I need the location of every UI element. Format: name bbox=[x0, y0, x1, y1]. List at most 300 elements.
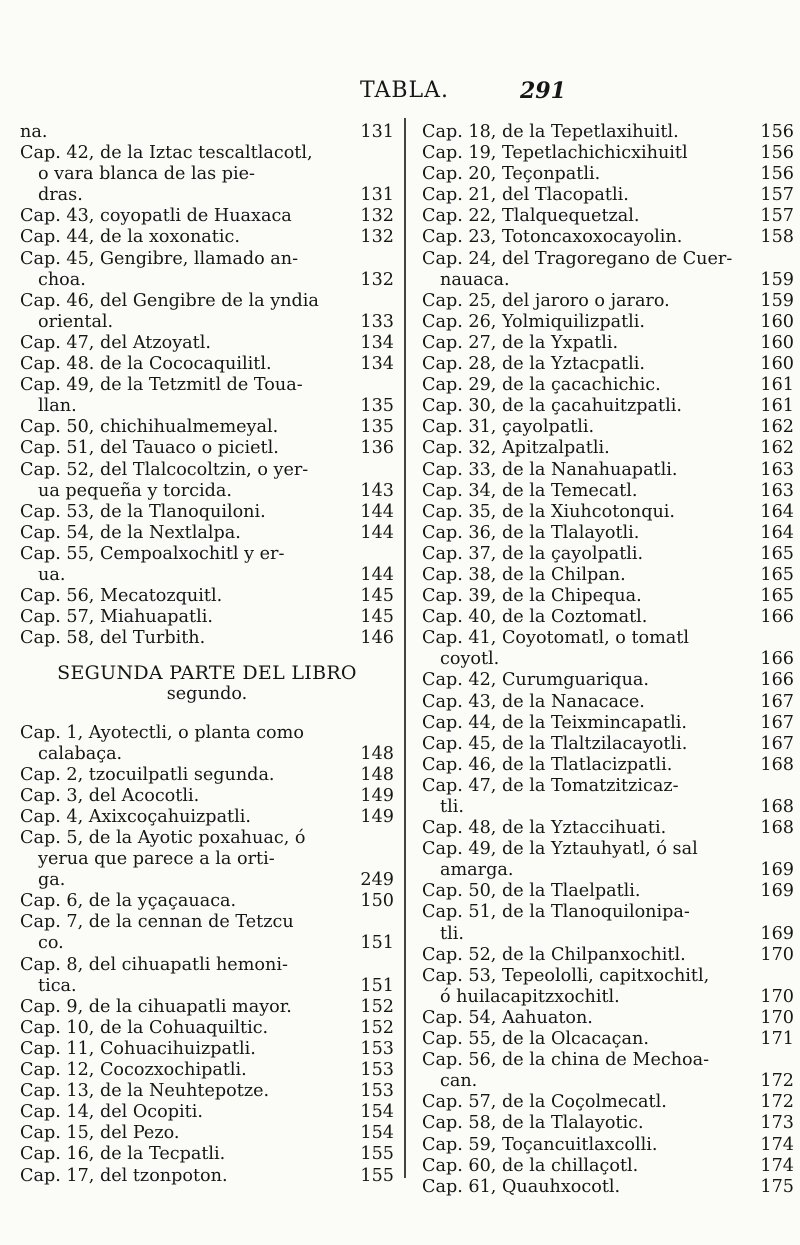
entry-page-number: 149 bbox=[360, 785, 394, 806]
entry-text: Cap. 47, de la Tomatzitzicaz- bbox=[422, 775, 679, 796]
entry-page-number: 165 bbox=[760, 586, 794, 607]
entry-text: dras. bbox=[38, 185, 83, 206]
entry-line bbox=[422, 1156, 794, 1177]
entry-text: coyotl. bbox=[440, 649, 500, 670]
entry-page-number: 161 bbox=[760, 396, 794, 417]
entry-line bbox=[422, 227, 794, 248]
entry-text: Cap. 1, Ayotectli, o planta como bbox=[20, 722, 304, 743]
entry-line bbox=[422, 670, 794, 691]
entry-page-number: 166 bbox=[760, 607, 794, 628]
entry-text: Cap. 46, de la Tlatlacizpatli. bbox=[422, 754, 673, 775]
entry-line bbox=[422, 354, 794, 375]
index-entry bbox=[422, 164, 794, 185]
entry-text: Cap. 23, Totoncaxoxocayolin. bbox=[422, 227, 683, 248]
entry-line bbox=[422, 924, 794, 945]
entry-line bbox=[422, 481, 794, 502]
entry-text: calabaça. bbox=[38, 743, 123, 764]
entry-text: Cap. 2, tzocuilpatli segunda. bbox=[20, 764, 275, 785]
index-entry bbox=[422, 1135, 794, 1156]
index-entry bbox=[422, 945, 794, 966]
entry-text: Cap. 8, del cihuapatli hemoni- bbox=[20, 954, 288, 975]
entry-text: na. bbox=[20, 122, 48, 142]
entry-line bbox=[20, 1018, 394, 1039]
index-entry bbox=[20, 586, 394, 607]
entry-text: Cap. 55, de la Olcacaçan. bbox=[422, 1029, 649, 1050]
entry-page-number: 160 bbox=[760, 311, 794, 332]
entry-page-number: 165 bbox=[760, 543, 794, 564]
entry-line bbox=[422, 122, 794, 143]
entry-text: Cap. 34, de la Temecatl. bbox=[422, 480, 638, 501]
entry-page-number: 153 bbox=[360, 1060, 394, 1081]
entry-line bbox=[422, 818, 794, 839]
entry-page-number: 151 bbox=[360, 975, 394, 996]
index-entry bbox=[422, 966, 794, 1008]
entry-line bbox=[20, 354, 394, 375]
entry-line bbox=[422, 649, 794, 670]
entry-line bbox=[422, 881, 794, 902]
entry-page-number: 131 bbox=[360, 122, 394, 142]
entry-text: Cap. 25, del jaroro o jararo. bbox=[422, 290, 670, 311]
entry-text: Cap. 45, Gengibre, llamado an- bbox=[20, 248, 299, 269]
entry-text: tli. bbox=[440, 923, 464, 944]
entry-line bbox=[422, 565, 794, 586]
column-divider bbox=[404, 118, 406, 1178]
entry-text: Cap. 54, Aahuaton. bbox=[422, 1007, 593, 1028]
index-list-right bbox=[422, 122, 794, 1198]
entry-text: ó huilacapitzxochitl. bbox=[440, 986, 620, 1007]
entry-line bbox=[422, 1050, 794, 1071]
index-entry bbox=[422, 227, 794, 248]
index-entry bbox=[422, 818, 794, 839]
index-entry bbox=[20, 143, 394, 206]
entry-line bbox=[422, 143, 794, 164]
entry-line bbox=[422, 734, 794, 755]
index-entry bbox=[20, 1039, 394, 1060]
right-column bbox=[422, 122, 794, 1198]
entry-line bbox=[422, 1113, 794, 1134]
entry-line bbox=[422, 755, 794, 776]
index-entry bbox=[20, 354, 394, 375]
entry-page-number: 167 bbox=[760, 712, 794, 733]
entry-text: Cap. 57, de la Coçolmecatl. bbox=[422, 1092, 667, 1113]
index-entry bbox=[422, 206, 794, 227]
entry-page-number: 161 bbox=[760, 375, 794, 396]
entry-line bbox=[422, 185, 794, 206]
entry-line bbox=[20, 933, 394, 954]
entry-line bbox=[20, 997, 394, 1018]
running-title: TABLA. bbox=[360, 78, 450, 103]
index-entry bbox=[20, 1166, 394, 1187]
entry-line bbox=[20, 249, 394, 270]
entry-line bbox=[20, 1102, 394, 1123]
entry-line bbox=[422, 987, 794, 1008]
index-entry bbox=[422, 881, 794, 902]
entry-page-number: 146 bbox=[360, 628, 394, 649]
entry-page-number: 144 bbox=[360, 501, 394, 522]
entry-text: can. bbox=[440, 1071, 478, 1092]
entry-line bbox=[422, 460, 794, 481]
index-entry bbox=[422, 1177, 794, 1198]
entry-line bbox=[422, 164, 794, 185]
entry-page-number: 155 bbox=[360, 1144, 394, 1165]
entry-text: Cap. 54, de la Nextlalpa. bbox=[20, 522, 241, 543]
entry-line bbox=[20, 1060, 394, 1081]
entry-page-number: 160 bbox=[760, 354, 794, 375]
entry-line bbox=[20, 481, 394, 502]
entry-text: Cap. 61, Quauhxocotl. bbox=[422, 1176, 621, 1197]
entry-text: Cap. 9, de la cihuapatli mayor. bbox=[20, 996, 292, 1017]
entry-text: choa. bbox=[38, 269, 86, 290]
entry-page-number: 172 bbox=[760, 1092, 794, 1113]
index-entry bbox=[422, 776, 794, 818]
entry-page-number: 175 bbox=[760, 1176, 794, 1197]
section-heading: SEGUNDA PARTE DEL LIBRO bbox=[57, 662, 357, 685]
entry-line bbox=[20, 396, 394, 417]
index-entry bbox=[422, 417, 794, 438]
index-entry bbox=[422, 481, 794, 502]
entry-page-number: 134 bbox=[360, 332, 394, 353]
entry-page-number: 171 bbox=[760, 1029, 794, 1050]
entry-page-number: 134 bbox=[360, 354, 394, 375]
entry-line bbox=[422, 375, 794, 396]
entry-line bbox=[422, 797, 794, 818]
index-entry bbox=[20, 607, 394, 628]
entry-page-number: 170 bbox=[760, 986, 794, 1007]
entry-line bbox=[20, 1081, 394, 1102]
entry-page-number: 168 bbox=[760, 797, 794, 817]
index-entry bbox=[422, 185, 794, 206]
index-entry bbox=[20, 544, 394, 586]
entry-line bbox=[422, 438, 794, 459]
entry-text: Cap. 43, de la Nanacace. bbox=[422, 691, 645, 712]
entry-line bbox=[20, 607, 394, 628]
entry-line bbox=[422, 586, 794, 607]
entry-page-number: 143 bbox=[360, 480, 394, 501]
entry-page-number: 166 bbox=[760, 670, 794, 691]
entry-text: Cap. 51, de la Tlanoquilonipa- bbox=[422, 902, 690, 923]
entry-page-number: 157 bbox=[760, 185, 794, 206]
entry-text: Cap. 21, del Tlacopatli. bbox=[422, 185, 629, 206]
entry-text: Cap. 22, Tlalquequetzal. bbox=[422, 206, 640, 227]
entry-page-number: 174 bbox=[760, 1134, 794, 1155]
index-entry bbox=[422, 249, 794, 291]
entry-line bbox=[20, 1144, 394, 1165]
entry-line bbox=[20, 565, 394, 586]
entry-page-number: 170 bbox=[760, 1007, 794, 1028]
entry-text: Cap. 30, de la çacahuitzpatli. bbox=[422, 396, 682, 417]
entry-text: Cap. 43, coyopatli de Huaxaca bbox=[20, 206, 292, 227]
entry-page-number: 162 bbox=[760, 438, 794, 459]
index-entry bbox=[20, 227, 394, 248]
entry-text: Cap. 17, del tzonpoton. bbox=[20, 1165, 228, 1186]
index-entry bbox=[20, 523, 394, 544]
entry-page-number: 156 bbox=[760, 164, 794, 185]
entry-line bbox=[20, 164, 394, 185]
entry-line bbox=[20, 544, 394, 565]
index-entry bbox=[422, 460, 794, 481]
entry-text: ua. bbox=[38, 564, 66, 585]
entry-page-number: 153 bbox=[360, 1038, 394, 1059]
index-entry bbox=[422, 670, 794, 691]
entry-line bbox=[422, 270, 794, 291]
entry-line bbox=[20, 912, 394, 933]
index-entry bbox=[20, 723, 394, 765]
entry-text: Cap. 50, de la Tlaelpatli. bbox=[422, 881, 641, 902]
entry-line bbox=[20, 270, 394, 291]
entry-line bbox=[422, 502, 794, 523]
entry-page-number: 152 bbox=[360, 1017, 394, 1038]
index-entry bbox=[422, 755, 794, 776]
entry-page-number: 133 bbox=[360, 311, 394, 332]
index-entry bbox=[20, 786, 394, 807]
entry-page-number: 168 bbox=[760, 754, 794, 775]
entry-line bbox=[422, 1092, 794, 1113]
entry-line bbox=[20, 586, 394, 607]
entry-text: Cap. 53, Tepeololli, capitxochitl, bbox=[422, 965, 710, 986]
index-entry bbox=[20, 765, 394, 786]
entry-page-number: 174 bbox=[760, 1155, 794, 1176]
entry-text: Cap. 16, de la Tecpatli. bbox=[20, 1144, 226, 1165]
index-entry bbox=[20, 628, 394, 649]
entry-page-number: 145 bbox=[360, 586, 394, 607]
entry-page-number: 169 bbox=[760, 860, 794, 881]
index-entry bbox=[422, 1092, 794, 1113]
entry-text: Cap. 6, de la yçaçauaca. bbox=[20, 891, 237, 912]
entry-line bbox=[422, 1029, 794, 1050]
index-entry bbox=[422, 586, 794, 607]
entry-line bbox=[422, 776, 794, 797]
entry-text: o vara blanca de las pie- bbox=[38, 164, 256, 185]
entry-page-number: 132 bbox=[360, 269, 394, 290]
entry-line bbox=[422, 333, 794, 354]
entry-page-number: 155 bbox=[360, 1165, 394, 1186]
entry-text: Cap. 36, de la Tlalayotli. bbox=[422, 522, 640, 543]
entry-text: Cap. 19, Tepetlachichicxihuitl bbox=[422, 143, 688, 164]
index-entry bbox=[422, 375, 794, 396]
index-entry bbox=[422, 396, 794, 417]
entry-line bbox=[422, 396, 794, 417]
index-list-part-one bbox=[20, 122, 394, 649]
entry-text: Cap. 56, de la china de Mechoa- bbox=[422, 1050, 710, 1071]
entry-text: Cap. 42, Curumguariqua. bbox=[422, 670, 649, 691]
entry-page-number: 162 bbox=[760, 417, 794, 438]
index-entry bbox=[422, 438, 794, 459]
entry-text: Cap. 40, de la Coztomatl. bbox=[422, 607, 648, 628]
entry-line bbox=[20, 744, 394, 765]
entry-text: Cap. 48, de la Yztaccihuati. bbox=[422, 818, 667, 839]
entry-line bbox=[20, 849, 394, 870]
entry-line bbox=[422, 902, 794, 923]
index-entry bbox=[20, 460, 394, 502]
entry-page-number: 166 bbox=[760, 649, 794, 670]
index-entry bbox=[422, 607, 794, 628]
entry-page-number: 156 bbox=[760, 122, 794, 142]
index-entry bbox=[20, 375, 394, 417]
entry-text: Cap. 33, de la Nanahuapatli. bbox=[422, 459, 678, 480]
index-list-part-two bbox=[20, 723, 394, 1187]
entry-page-number: 135 bbox=[360, 396, 394, 417]
entry-text: Cap. 29, de la çacachichic. bbox=[422, 375, 661, 396]
index-entry bbox=[20, 807, 394, 828]
entry-text: Cap. 45, de la Tlaltzilacayotli. bbox=[422, 733, 688, 754]
index-entry bbox=[20, 997, 394, 1018]
entry-text: Cap. 7, de la cennan de Tetzcu bbox=[20, 912, 294, 933]
entry-line bbox=[422, 291, 794, 312]
entry-line bbox=[422, 1177, 794, 1198]
entry-text: ga. bbox=[38, 870, 66, 891]
entry-text: Cap. 18, de la Tepetlaxihuitl. bbox=[422, 122, 679, 142]
index-entry bbox=[422, 1029, 794, 1050]
index-entry bbox=[422, 839, 794, 881]
entry-text: Cap. 58, de la Tlalayotic. bbox=[422, 1113, 644, 1134]
entry-line bbox=[422, 607, 794, 628]
entry-page-number: 169 bbox=[760, 923, 794, 944]
index-entry bbox=[422, 291, 794, 312]
entry-line bbox=[20, 976, 394, 997]
index-entry bbox=[422, 713, 794, 734]
index-entry bbox=[422, 502, 794, 523]
index-entry bbox=[20, 1102, 394, 1123]
entry-page-number: 136 bbox=[360, 438, 394, 459]
entry-page-number: 159 bbox=[760, 269, 794, 290]
entry-page-number: 148 bbox=[360, 764, 394, 785]
entry-page-number: 145 bbox=[360, 607, 394, 628]
entry-text: Cap. 46, del Gengibre de la yndia bbox=[20, 290, 319, 311]
index-entry bbox=[422, 1113, 794, 1134]
entry-text: Cap. 51, del Tauaco o picietl. bbox=[20, 438, 279, 459]
index-entry bbox=[422, 628, 794, 670]
entry-text: Cap. 55, Cempoalxochitl y er- bbox=[20, 543, 285, 564]
index-entry bbox=[422, 902, 794, 944]
entry-page-number: 149 bbox=[360, 806, 394, 827]
entry-text: amarga. bbox=[440, 860, 514, 881]
entry-page-number: 158 bbox=[760, 227, 794, 248]
entry-line bbox=[20, 807, 394, 828]
entry-line bbox=[20, 333, 394, 354]
entry-page-number: 157 bbox=[760, 206, 794, 227]
entry-page-number: 154 bbox=[360, 1102, 394, 1123]
entry-page-number: 144 bbox=[360, 564, 394, 585]
entry-text: tli. bbox=[440, 797, 464, 817]
entry-line bbox=[20, 765, 394, 786]
entry-text: Cap. 32, Apitzalpatli. bbox=[422, 438, 610, 459]
entry-line bbox=[20, 206, 394, 227]
entry-page-number: 132 bbox=[360, 206, 394, 227]
index-entry bbox=[422, 1008, 794, 1029]
entry-line bbox=[422, 523, 794, 544]
entry-text: Cap. 53, de la Tlanoquiloni. bbox=[20, 501, 266, 522]
entry-page-number: 173 bbox=[760, 1113, 794, 1134]
entry-page-number: 169 bbox=[760, 881, 794, 902]
entry-text: Cap. 52, de la Chilpanxochitl. bbox=[422, 944, 686, 965]
entry-text: Cap. 50, chichihualmemeyal. bbox=[20, 417, 279, 438]
entry-page-number: 172 bbox=[760, 1071, 794, 1092]
entry-page-number: 163 bbox=[760, 480, 794, 501]
entry-line bbox=[20, 460, 394, 481]
page-header bbox=[0, 78, 800, 108]
index-entry bbox=[20, 206, 394, 227]
entry-line bbox=[20, 143, 394, 164]
entry-line bbox=[422, 1135, 794, 1156]
entry-text: Cap. 42, de la Iztac tescaltlacotl, bbox=[20, 143, 313, 164]
entry-page-number: 165 bbox=[760, 564, 794, 585]
entry-page-number: 167 bbox=[760, 733, 794, 754]
index-entry bbox=[20, 912, 394, 954]
entry-text: Cap. 47, del Atzoyatl. bbox=[20, 332, 211, 353]
entry-page-number: 164 bbox=[760, 522, 794, 543]
entry-text: Cap. 60, de la chillaçotl. bbox=[422, 1155, 639, 1176]
index-entry bbox=[20, 502, 394, 523]
entry-page-number: 135 bbox=[360, 417, 394, 438]
index-entry bbox=[422, 544, 794, 565]
entry-line bbox=[20, 891, 394, 912]
entry-line bbox=[20, 417, 394, 438]
entry-line bbox=[422, 839, 794, 860]
index-entry bbox=[20, 1060, 394, 1081]
entry-line bbox=[422, 628, 794, 649]
index-entry bbox=[422, 354, 794, 375]
entry-line bbox=[20, 1039, 394, 1060]
index-entry bbox=[20, 291, 394, 333]
entry-text: Cap. 35, de la Xiuhcotonqui. bbox=[422, 501, 676, 522]
entry-line bbox=[20, 312, 394, 333]
entry-page-number: 131 bbox=[360, 185, 394, 206]
entry-line bbox=[20, 122, 394, 143]
entry-text: Cap. 31, çayolpatli. bbox=[422, 417, 595, 438]
entry-page-number: 154 bbox=[360, 1123, 394, 1144]
entry-text: Cap. 56, Mecatozquitl. bbox=[20, 586, 223, 607]
index-entry bbox=[20, 417, 394, 438]
entry-text: Cap. 37, de la çayolpatli. bbox=[422, 543, 644, 564]
entry-line bbox=[422, 312, 794, 333]
entry-line bbox=[422, 417, 794, 438]
entry-page-number: 156 bbox=[760, 143, 794, 164]
entry-text: co. bbox=[38, 933, 64, 954]
entry-text: Cap. 27, de la Yxpatli. bbox=[422, 332, 619, 353]
entry-line bbox=[422, 713, 794, 734]
entry-text: Cap. 20, Teçonpatli. bbox=[422, 164, 601, 185]
entry-line bbox=[422, 860, 794, 881]
entry-line bbox=[20, 375, 394, 396]
page-number: 291 bbox=[520, 78, 566, 104]
entry-page-number: 170 bbox=[760, 944, 794, 965]
index-entry bbox=[422, 312, 794, 333]
entry-line bbox=[20, 1123, 394, 1144]
entry-line bbox=[422, 249, 794, 270]
index-entry bbox=[422, 143, 794, 164]
index-entry bbox=[20, 333, 394, 354]
entry-line bbox=[20, 438, 394, 459]
entry-line bbox=[422, 206, 794, 227]
index-entry bbox=[422, 734, 794, 755]
index-entry bbox=[20, 828, 394, 891]
entry-page-number: 168 bbox=[760, 818, 794, 839]
entry-text: Cap. 13, de la Neuhtepotze. bbox=[20, 1081, 270, 1102]
entry-text: Cap. 39, de la Chipequa. bbox=[422, 586, 642, 607]
index-entry bbox=[20, 1018, 394, 1039]
entry-line bbox=[20, 870, 394, 891]
entry-line bbox=[422, 692, 794, 713]
entry-line bbox=[20, 1166, 394, 1187]
entry-page-number: 153 bbox=[360, 1081, 394, 1102]
entry-line bbox=[422, 1008, 794, 1029]
entry-line bbox=[20, 786, 394, 807]
index-entry bbox=[20, 438, 394, 459]
left-column bbox=[20, 122, 394, 1187]
entry-line bbox=[422, 966, 794, 987]
entry-text: Cap. 10, de la Cohuaquiltic. bbox=[20, 1017, 269, 1038]
entry-text: Cap. 44, de la Teixmincapatli. bbox=[422, 712, 687, 733]
